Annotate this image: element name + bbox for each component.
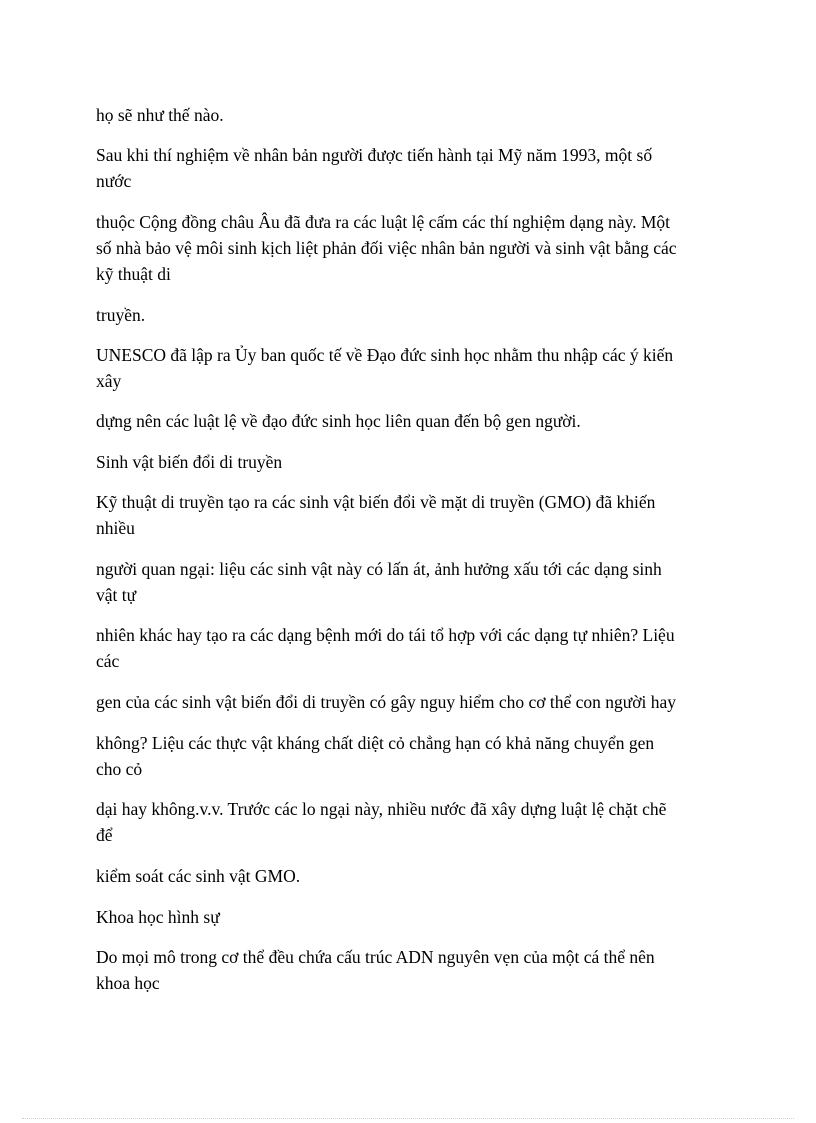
text-line: Do mọi mô trong cơ thể đều chứa cấu trúc ADN nguyên vẹn của một cá thể nên	[96, 947, 655, 967]
text-line: số nhà bảo vệ môi sinh kịch liệt phản đối việc nhân bản người và sinh vật bằng các	[96, 238, 677, 258]
text-line: Sau khi thí nghiệm về nhân bản người được tiến hành tại Mỹ năm 1993, một số	[96, 145, 653, 165]
paragraph-9	[96, 556, 726, 608]
text-line: để	[96, 825, 113, 845]
paragraph-13	[96, 796, 726, 848]
text-line: UNESCO đã lập ra Ủy ban quốc tế về Đạo đức sinh học nhằm thu nhập các ý kiến	[96, 345, 674, 365]
paragraph-8	[96, 489, 726, 541]
text-line: nhiên khác hay tạo ra các dạng bệnh mới do tái tổ hợp với các dạng tự nhiên? Liệu	[96, 625, 675, 645]
text-line: khoa học	[96, 973, 160, 993]
text-line: nhiều	[96, 518, 135, 538]
paragraph-2	[96, 142, 726, 194]
paragraph-11	[96, 689, 726, 715]
text-line: dại hay không.v.v. Trước các lo ngại này, nhiều nước đã xây dựng luật lệ chặt chẽ	[96, 799, 667, 819]
paragraph-16	[96, 944, 726, 996]
section-heading-gmo	[96, 449, 726, 475]
text-line: Khoa học hình sự	[96, 907, 220, 927]
paragraph-3	[96, 209, 726, 287]
text-line: Kỹ thuật di truyền tạo ra các sinh vật biến đổi về mặt di truyền (GMO) đã khiến	[96, 492, 656, 512]
paragraph-6	[96, 408, 726, 434]
text-line: các	[96, 651, 120, 671]
text-line: không? Liệu các thực vật kháng chất diệt cỏ chẳng hạn có khả năng chuyển gen	[96, 733, 655, 753]
section-heading-forensics	[96, 904, 726, 930]
text-line: cho cỏ	[96, 759, 143, 779]
paragraph-10	[96, 622, 726, 674]
text-line: gen của các sinh vật biến đổi di truyền có gây nguy hiểm cho cơ thể con người hay	[96, 692, 677, 712]
text-line: họ sẽ như thế nào.	[96, 105, 224, 125]
text-line: người quan ngại: liệu các sinh vật này có lấn át, ảnh hưởng xấu tới các dạng sinh	[96, 559, 662, 579]
text-line: nước	[96, 171, 132, 191]
text-line: truyền.	[96, 305, 146, 325]
paragraph-4	[96, 302, 726, 328]
paragraph-12	[96, 730, 726, 782]
text-line: Sinh vật biến đổi di truyền	[96, 452, 283, 472]
text-line: thuộc Cộng đồng châu Âu đã đưa ra các luật lệ cấm các thí nghiệm dạng này. Một	[96, 212, 670, 232]
text-line: kỹ thuật di	[96, 264, 171, 284]
paragraph-5	[96, 342, 726, 394]
paragraph-14	[96, 863, 726, 889]
text-line: vật tự	[96, 585, 137, 605]
page-bottom-divider	[22, 1118, 794, 1119]
paragraph-1	[96, 102, 726, 128]
text-line: xây	[96, 371, 122, 391]
text-line: kiểm soát các sinh vật GMO.	[96, 866, 301, 886]
text-line: dựng nên các luật lệ về đạo đức sinh học liên quan đến bộ gen người.	[96, 411, 581, 431]
